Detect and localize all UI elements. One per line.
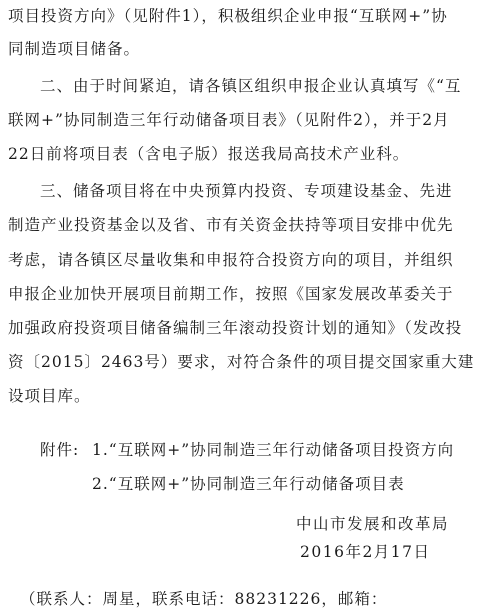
paragraph-3-line-3: 考虑，请各镇区尽量收集和申报符合投资方向的项目，并组织 (8, 251, 454, 269)
paragraph-3-line-1: 三、储备项目将在中央预算内投资、专项建设基金、先进 (40, 182, 453, 200)
paragraph-3-line-5: 加强政府投资项目储备编制三年滚动投资计划的通知》（发改投 (8, 319, 463, 337)
paragraph-3-line-2: 制造产业投资基金以及省、市有关资金扶持等项目安排中优先 (8, 216, 454, 234)
paragraph-3-line-4: 申报企业加快开展项目前期工作，按照《国家发展改革委关于 (8, 285, 454, 303)
paragraph-2-line-2: 联网+”协同制造三年行动储备项目表》（见附件2），并于2月 (8, 111, 450, 129)
signature-org: 中山市发展和改革局 (296, 515, 450, 533)
attachment-item-2: 2.“互联网+”协同制造三年行动储备项目表 (92, 475, 405, 493)
contact-line: （联系人：周星，联系电话：88231226，邮箱： (20, 590, 388, 608)
paragraph-1-line-2: 同制造项目储备。 (8, 40, 141, 58)
signature-date: 2016年2月17日 (300, 543, 431, 561)
paragraph-2-line-1: 二、由于时间紧迫，请各镇区组织申报企业认真填写《“互 (40, 77, 462, 95)
paragraph-2-line-3: 22日前将项目表（含电子版）报送我局高技术产业科。 (8, 145, 410, 163)
paragraph-1-line-1: 项目投资方向》（见附件1），积极组织企业申报“互联网+”协 (8, 7, 448, 25)
attachments-label: 附件: (40, 441, 80, 459)
attachment-item-1: 1.“互联网+”协同制造三年行动储备项目投资方向 (92, 441, 455, 459)
paragraph-3-line-7: 设项目库。 (8, 387, 91, 405)
paragraph-3-line-6: 资〔2015〕2463号）要求，对符合条件的项目提交国家重大建 (8, 353, 475, 371)
